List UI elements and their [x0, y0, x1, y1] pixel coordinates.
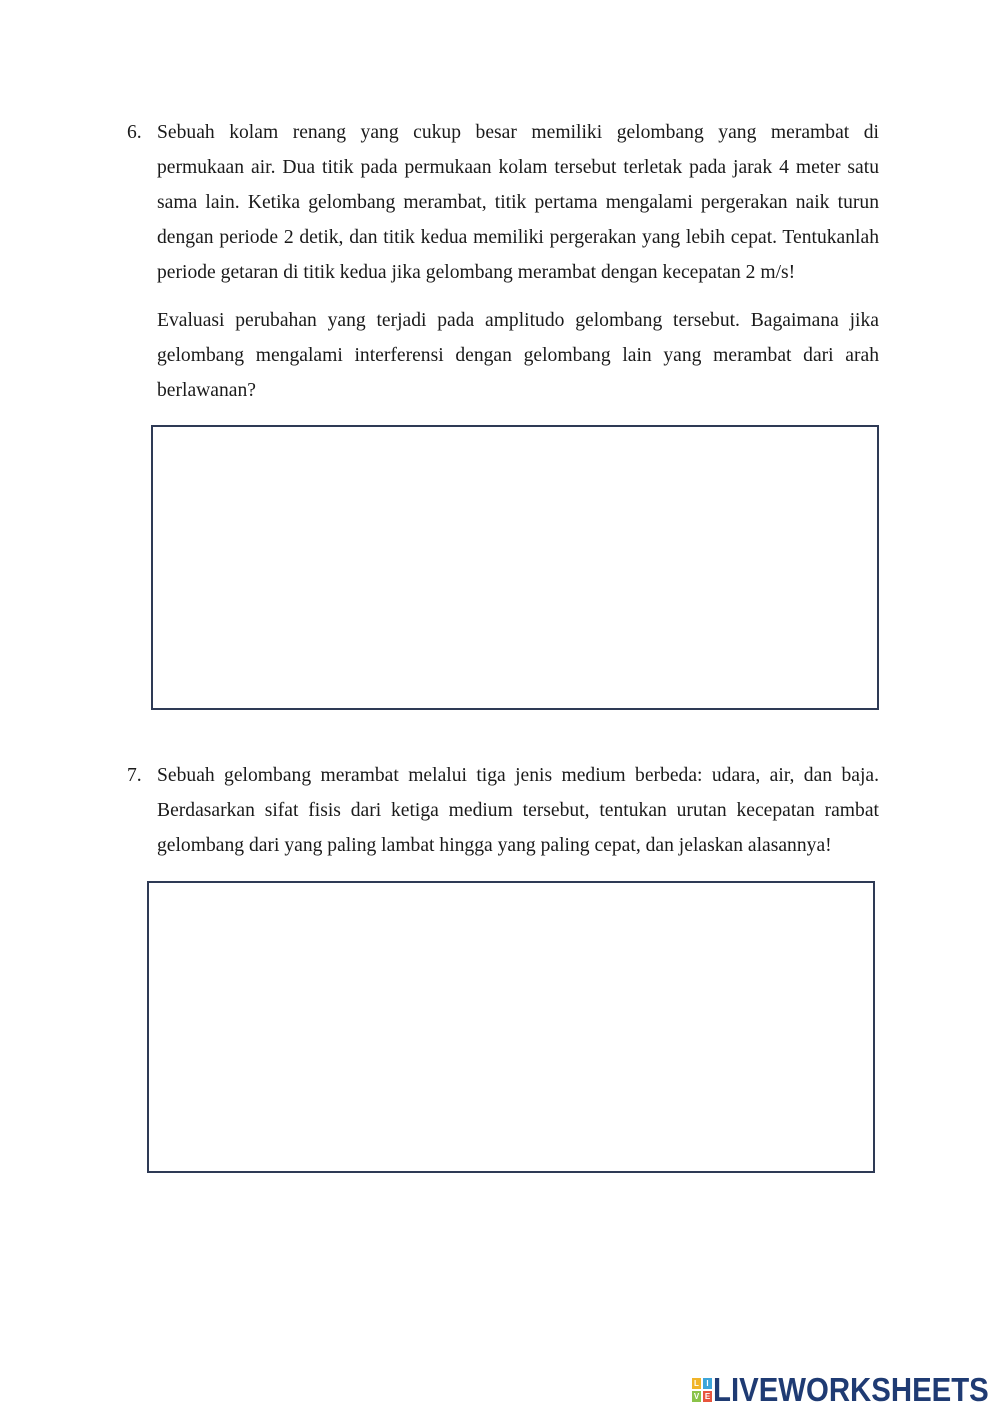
liveworksheets-logo — [692, 1372, 992, 1408]
question-paragraph — [157, 115, 879, 290]
question-body — [157, 758, 879, 863]
text-line: berlawanan? — [157, 380, 256, 401]
question-number: 6. — [127, 122, 142, 143]
text-line: Sebuah gelombang merambat melalui tiga jenis medium berbeda: udara, air, dan baja. — [157, 765, 879, 786]
text-line: Sebuah kolam renang yang cukup besar memiliki gelombang yang merambat di — [157, 122, 879, 143]
text-line: Berdasarkan sifat fisis dari ketiga medium tersebut, tentukan urutan kecepatan rambat — [157, 800, 879, 821]
answer-box-question-6[interactable] — [151, 425, 879, 710]
question-number: 7. — [127, 765, 142, 786]
text-line: Evaluasi perubahan yang terjadi pada amplitudo gelombang tersebut. Bagaimana jika — [157, 310, 879, 331]
text-line: gelombang mengalami interferensi dengan gelombang lain yang merambat dari arah — [157, 345, 879, 366]
text-line: dengan periode 2 detik, dan titik kedua memiliki pergerakan yang lebih cepat. Tentukanlah — [157, 227, 879, 248]
logo-icon-square: I — [703, 1378, 712, 1389]
text-line: sama lain. Ketika gelombang merambat, titik pertama mengalami pergerakan naik turun — [157, 192, 879, 213]
text-line: periode getaran di titik kedua jika gelombang merambat dengan kecepatan 2 m/s! — [157, 262, 796, 283]
text-line: permukaan air. Dua titik pada permukaan kolam tersebut terletak pada jarak 4 meter satu — [157, 157, 879, 178]
logo-icon-square: L — [692, 1378, 701, 1389]
question-body — [157, 115, 879, 408]
logo-icon-square: E — [704, 1392, 711, 1401]
answer-box-question-7[interactable] — [147, 881, 875, 1173]
text-line: gelombang dari yang paling lambat hingga yang paling cepat, dan jelaskan alasannya! — [157, 835, 832, 856]
logo-icon — [692, 1378, 712, 1402]
question-paragraph — [157, 303, 879, 408]
question-6 — [127, 115, 879, 408]
question-7 — [127, 758, 879, 863]
question-paragraph — [157, 758, 879, 863]
logo-icon-square: V — [693, 1392, 700, 1401]
logo-wordmark: LIVEWORKSHEETS — [713, 1371, 989, 1408]
